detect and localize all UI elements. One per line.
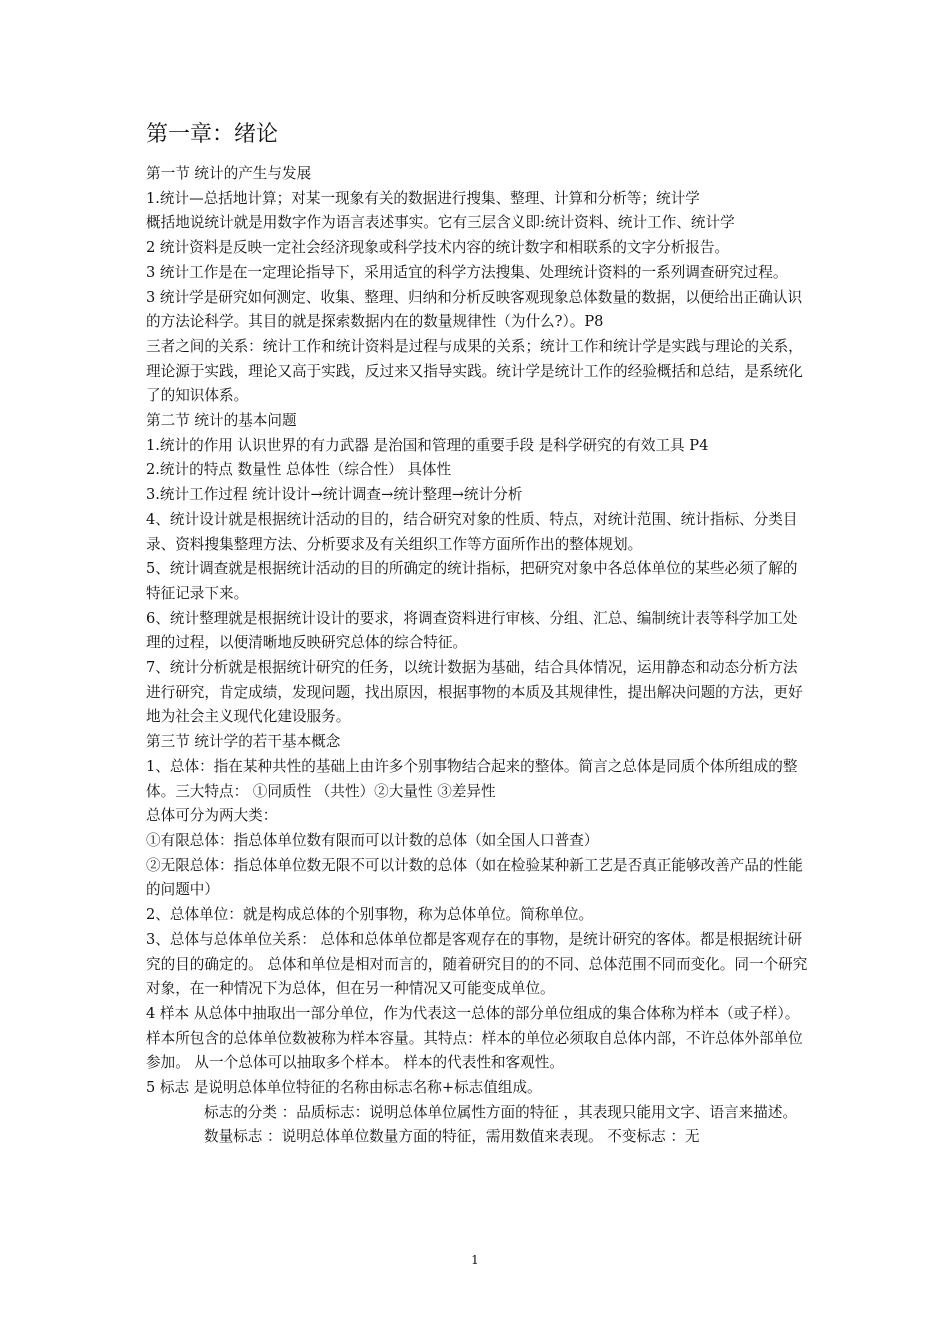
paragraph: 3 统计工作是在一定理论指导下，采用适宜的科学方法搜集、处理统计资料的一系列调查研究过程。	[146, 263, 788, 281]
paragraph: 5、统计调查就是根据统计活动的目的所确定的统计指标，把研究对象中各总体单位的某些必须了解的特征记录下来。	[146, 560, 798, 602]
paragraph: 1.统计—总括地计算；对某一现象有关的数据进行搜集、整理、计算和分析等；统计学	[146, 189, 700, 207]
paragraph: 1、总体：指在某种共性的基础上由许多个别事物结合起来的整体。简言之总体是同质个体所组成的整体。三大特点： ①同质性 （共性）②大量性 ③差异性	[146, 757, 798, 800]
paragraph: 4 样本 从总体中抽取出一部分单位，作为代表这一总体的部分单位组成的集合体称为样本（或子样）。样本所包含的总体单位数被称为样本容量。其特点：样本的单位必须取自总体内部，不许总体外部单位参加。 从一个总体可以抽取多个样本。 样本的代表性和客观性。	[146, 1004, 803, 1072]
paragraph: 1.统计的作用 认识世界的有力武器 是治国和管理的重要手段 是科学研究的有效工具 P4	[146, 436, 709, 454]
document-body	[146, 162, 808, 1150]
paragraph: 4、统计设计就是根据统计活动的目的，结合研究对象的性质、特点，对统计范围、统计指标、分类目录、资料搜集整理方法、分析要求及有关组织工作等方面所作出的整体规划。	[146, 510, 798, 553]
paragraph: 3 统计学是研究如何测定、收集、整理、归纳和分析反映客观现象总体数量的数据，以便给出正确认识的方法论科学。其目的就是探索数据内在的数量规律性（为什么?）。P8	[146, 288, 803, 331]
paragraph: 三者之间的关系：统计工作和统计资料是过程与成果的关系；统计工作和统计学是实践与理论的关系，理论源于实践，理论又高于实践，反过来又指导实践。统计学是统计工作的经验概括和总结，是系统化了的知识体系。	[146, 337, 803, 405]
paragraph: 3.统计工作过程 统计设计→统计调查→统计整理→统计分析	[146, 486, 523, 504]
paragraph: 6、统计整理就是根据统计设计的要求，将调查资料进行审核、分组、汇总、编制统计表等科学加工处理的过程，以便清晰地反映研究总体的综合特征。	[146, 609, 798, 652]
section-heading: 第一节 统计的产生与发展	[146, 165, 312, 182]
page-number: 1	[471, 1253, 479, 1267]
chapter-title: 第一章：绪论	[146, 122, 279, 147]
paragraph: 2.统计的特点 数量性 总体性（综合性） 具体性	[146, 461, 452, 479]
paragraph: 概括地说统计就是用数字作为语言表述事实。它有三层含义即:统计资料、统计工作、统计学	[146, 214, 735, 232]
section-heading: 第二节 统计的基本问题	[146, 412, 297, 430]
paragraph-indented: 标志的分类 ：品质标志：说明总体单位属性方面的特征 ，其表现只能用文字、语言来描述。 数量标志 ：说明总体单位数量方面的特征，需用数值来表现。 不变标志 ：无	[204, 1103, 798, 1146]
paragraph: 2、总体单位：就是构成总体的个别事物，称为总体单位。简称单位。	[146, 906, 594, 924]
paragraph: 3、总体与总体单位关系： 总体和总体单位都是客观存在的事物，是统计研究的客体。都是根据统计研究的目的确定的。 总体和单位是相对而言的，随着研究目的的不同、总体范围不同而变化。同一个研究对象，在一种情况下为总体，但在另一种情况又可能变成单位。	[146, 930, 808, 998]
paragraph: 2 统计资料是反映一定社会经济现象或科学技术内容的统计数字和相联系的文字分析报告。	[146, 239, 730, 257]
paragraph: 7、统计分析就是根据统计研究的任务，以统计数据为基础，结合具体情况，运用静态和动态分析方法进行研究，肯定成绩，发现问题，找出原因，根据事物的本质及其规律性，提出解决问题的方法，更好地为社会主义现代化建设服务。	[146, 659, 803, 726]
paragraph: 5 标志 是说明总体单位特征的名称由标志名称+标志值组成。	[146, 1079, 542, 1097]
paragraph: ②无限总体：指总体单位数无限不可以计数的总体（如在检验某种新工艺是否真正能够改善产品的性能的问题中）	[146, 856, 803, 899]
section-heading: 第三节 统计学的若干基本概念	[146, 733, 341, 751]
paragraph: ①有限总体：指总体单位数有限而可以计数的总体（如全国人口普查）	[146, 831, 599, 849]
paragraph: 总体可分为两大类：	[146, 807, 278, 825]
